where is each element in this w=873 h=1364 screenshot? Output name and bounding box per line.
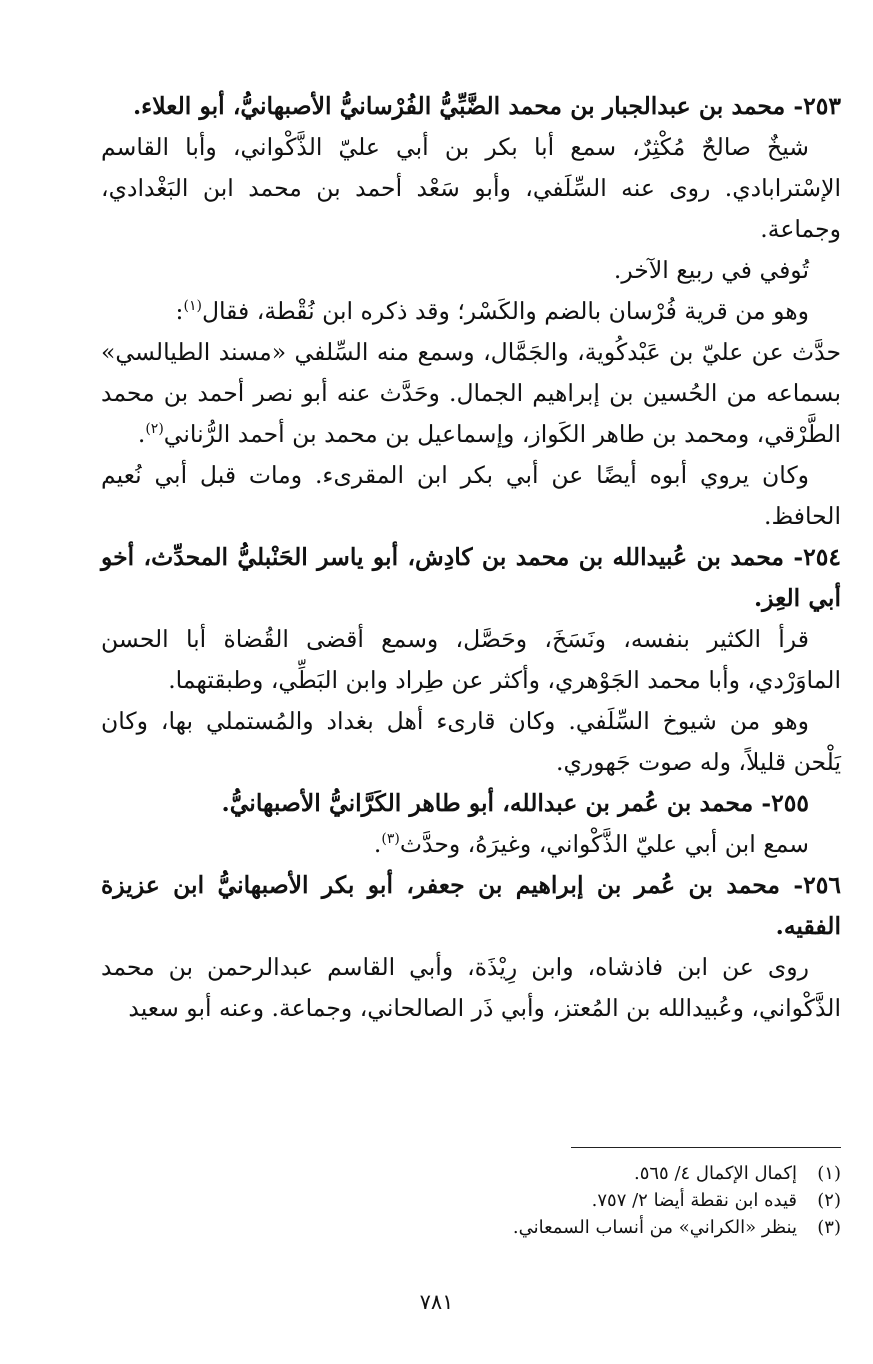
entry-paragraph: روى عن ابن فاذشاه، وابن رِيْذَة، وأبي القاسم عبدالرحمن بن محمد الذَّكْواني، وعُبيدالله بن المُعتز، وأبي ذَر الصالحاني، وجماعة. وعنه أبو سعيد: [101, 953, 841, 1022]
entry-paragraph: [101, 332, 841, 455]
footnote-item: [101, 1214, 841, 1241]
footnote-text: قيده ابن نقطة أيضا ٢/ ٧٥٧.: [591, 1190, 797, 1211]
punctuation: .: [137, 420, 146, 448]
footnote-item: [101, 1187, 841, 1214]
punctuation: .: [373, 830, 382, 858]
page-number: ٧٨١: [419, 1290, 454, 1314]
paragraph-text: حدَّث عن عليّ بن عَبْدكُوية، والجَمَّال، وسمع منه السِّلفي «مسند الطيالسي» بسماعه من الحُسين بن إبراهيم الجمال. وحَدَّث عنه أبو نصر أحمد بن محمد الطَّرْقي، ومحمد بن طاهر الكَواز، وإسماعيل بن محمد بن أحمد الرُّناني: [101, 338, 841, 448]
entry-heading-255: ٢٥٥- محمد بن عُمر بن عبدالله، أبو طاهر الكَرَّانيُّ الأصبهانيُّ.: [221, 789, 809, 817]
footnote-ref-1[interactable]: (١): [183, 298, 202, 315]
entry-paragraph: شيخٌ صالحٌ مُكْثِرٌ، سمع أبا بكر بن أبي عليّ الذَّكْواني، وأبا القاسم الإسْترابادي. روى عنه السِّلَفي، وأبو سَعْد أحمد بن محمد ابن البَغْدادي، وجماعة.: [101, 133, 841, 243]
entry-heading-254: ٢٥٤- محمد بن عُبيدالله بن محمد بن كادِش، أبو ياسر الحَنْبليُّ المحدِّث، أخو أبي العِز.: [101, 543, 841, 612]
footnote-number: (٢): [817, 1190, 841, 1211]
footnote-number: (٣): [817, 1217, 841, 1238]
paragraph-text: وهو من قرية فُرْسان بالضم والكَسْر؛ وقد ذكره ابن نُقْطة، فقال: [201, 297, 809, 325]
entry-heading-253: ٢٥٣- محمد بن عبدالجبار بن محمد الضَّبِّيُّ الفُرْسانيُّ الأصبهانيُّ، أبو العلاء.: [132, 92, 841, 120]
entry-paragraph: تُوفي في ربيع الآخر.: [613, 256, 809, 284]
footnote-item: [101, 1160, 841, 1187]
entry-heading-256: ٢٥٦- محمد بن عُمر بن إبراهيم بن جعفر، أبو بكر الأصبهانيُّ ابن عزيزة الفقيه.: [101, 871, 841, 940]
footnote-text: إكمال الإكمال ٤/ ٥٦٥.: [633, 1163, 797, 1184]
footnote-separator: [571, 1147, 841, 1148]
footnote-number: (١): [817, 1163, 841, 1184]
footnote-text: ينظر «الكراني» من أنساب السمعاني.: [512, 1217, 797, 1238]
footnote-ref-3[interactable]: (٣): [381, 831, 400, 848]
entry-paragraph: [101, 824, 841, 865]
footnotes: [101, 1160, 841, 1241]
main-text: [101, 86, 841, 1029]
punctuation: :: [175, 297, 184, 325]
footnote-ref-2[interactable]: (٢): [145, 421, 164, 438]
paragraph-text: سمع ابن أبي عليّ الذَّكْواني، وغيرَهُ، وحدَّث: [399, 830, 809, 858]
entry-paragraph: وهو من شيوخ السِّلَفي. وكان قارىء أهل بغداد والمُستملي بها، وكان يَلْحن قليلاً، وله صوت جَهوري.: [101, 707, 841, 776]
entry-paragraph: قرأ الكثير بنفسه، ونَسَخَ، وحَصَّل، وسمع أقضى القُضاة أبا الحسن الماوَرْدي، وأبا محمد الجَوْهري، وأكثر عن طِراد وابن البَطِّي، وطبقتهما.: [101, 625, 841, 694]
entry-paragraph: [101, 291, 841, 332]
entry-paragraph: وكان يروي أبوه أيضًا عن أبي بكر ابن المقرىء. ومات قبل أبي نُعيم الحافظ.: [101, 461, 841, 530]
